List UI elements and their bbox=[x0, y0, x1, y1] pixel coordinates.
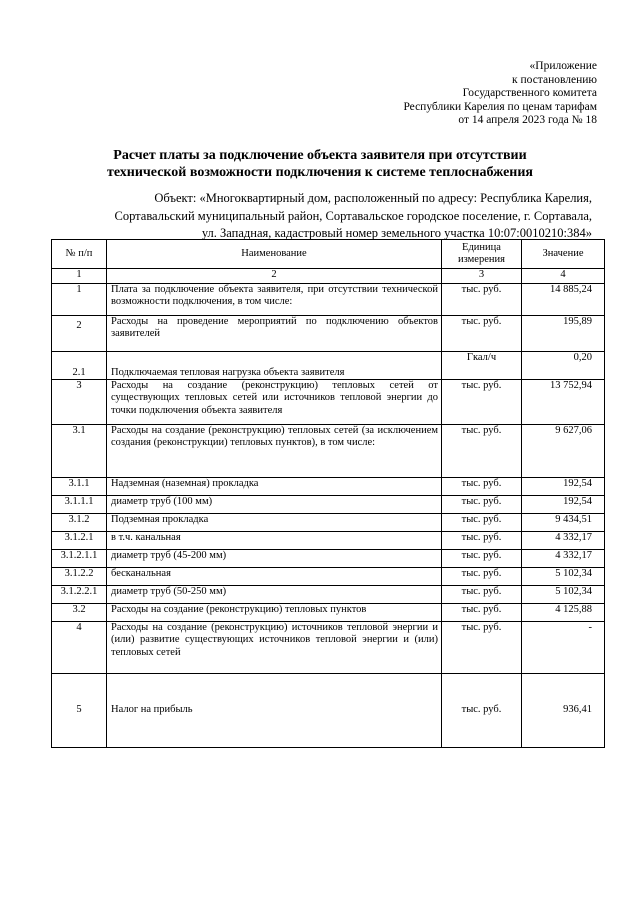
header-name: Наименование bbox=[107, 240, 442, 269]
header-unit: Единица измерения bbox=[442, 240, 522, 269]
row-unit: тыс. руб. bbox=[442, 622, 522, 674]
row-value: 936,41 bbox=[522, 674, 605, 748]
appendix-line: Государственного комитета bbox=[462, 87, 597, 100]
row-num: 5 bbox=[52, 674, 107, 748]
row-value: 4 125,88 bbox=[522, 604, 605, 622]
row-num: 3 bbox=[52, 380, 107, 425]
row-num: 3.1.2 bbox=[52, 514, 107, 532]
appendix-block bbox=[337, 60, 597, 128]
index-row bbox=[52, 269, 605, 284]
header-value: Значение bbox=[522, 240, 605, 269]
row-unit: тыс. руб. bbox=[442, 604, 522, 622]
row-num: 3.1.2.1.1 bbox=[52, 550, 107, 568]
row-unit: тыс. руб. bbox=[442, 674, 522, 748]
row-unit: тыс. руб. bbox=[442, 568, 522, 586]
table-row bbox=[52, 550, 605, 568]
appendix-line: к постановлению bbox=[512, 73, 597, 86]
row-unit: тыс. руб. bbox=[442, 284, 522, 316]
row-num: 3.1.1 bbox=[52, 478, 107, 496]
row-num: 1 bbox=[52, 284, 107, 316]
row-value: 14 885,24 bbox=[522, 284, 605, 316]
row-unit: тыс. руб. bbox=[442, 478, 522, 496]
row-num: 2 bbox=[52, 316, 107, 352]
object-line-1: Объект: «Многоквартирный дом, расположенный по адресу: Республика Карелия, bbox=[154, 191, 592, 205]
row-value: - bbox=[522, 622, 605, 674]
row-name: в т.ч. канальная bbox=[107, 532, 442, 550]
row-value: 5 102,34 bbox=[522, 586, 605, 604]
row-unit: тыс. руб. bbox=[442, 586, 522, 604]
object-description bbox=[62, 190, 592, 243]
row-value: 9 434,51 bbox=[522, 514, 605, 532]
row-unit: тыс. руб. bbox=[442, 532, 522, 550]
row-value: 192,54 bbox=[522, 478, 605, 496]
row-value: 13 752,94 bbox=[522, 380, 605, 425]
row-name: Расходы на создание (реконструкцию) тепловых пунктов bbox=[107, 604, 442, 622]
row-unit: тыс. руб. bbox=[442, 316, 522, 352]
row-name: Надземная (наземная) прокладка bbox=[107, 478, 442, 496]
row-name: диаметр труб (100 мм) bbox=[107, 496, 442, 514]
index-cell: 4 bbox=[522, 269, 605, 284]
table-row bbox=[52, 380, 605, 425]
table-row bbox=[52, 568, 605, 586]
row-name: Расходы на создание (реконструкцию) тепловых сетей (за исключением создания (реконструкции) тепловых пунктов), в том числе: bbox=[107, 425, 442, 478]
table-row bbox=[52, 586, 605, 604]
table-row bbox=[52, 425, 605, 478]
header-num: № п/п bbox=[52, 240, 107, 269]
row-num: 3.1.2.2 bbox=[52, 568, 107, 586]
row-value: 4 332,17 bbox=[522, 550, 605, 568]
row-name: Расходы на проведение мероприятий по подключению объектов заявителей bbox=[107, 316, 442, 352]
row-name: Подземная прокладка bbox=[107, 514, 442, 532]
table-header-row bbox=[52, 240, 605, 269]
row-num: 3.1.2.1 bbox=[52, 532, 107, 550]
row-num: 3.1.2.2.1 bbox=[52, 586, 107, 604]
row-unit: тыс. руб. bbox=[442, 496, 522, 514]
row-name: бесканальная bbox=[107, 568, 442, 586]
row-num: 3.1 bbox=[52, 425, 107, 478]
row-unit: тыс. руб. bbox=[442, 425, 522, 478]
row-value: 5 102,34 bbox=[522, 568, 605, 586]
object-line-2: Сортавальский муниципальный район, Сортавальское городское поселение, г. Сортавала, bbox=[114, 208, 592, 223]
calculation-table bbox=[51, 239, 605, 748]
table-row bbox=[52, 604, 605, 622]
row-value: 0,20 bbox=[522, 352, 605, 380]
row-num: 3.2 bbox=[52, 604, 107, 622]
row-name: Расходы на создание (реконструкцию) источников тепловой энергии и (или) развитие существующих источников тепловой энергии и (или) тепловых сетей bbox=[107, 622, 442, 674]
index-cell: 2 bbox=[107, 269, 442, 284]
row-unit: тыс. руб. bbox=[442, 380, 522, 425]
row-unit: тыс. руб. bbox=[442, 514, 522, 532]
index-cell: 3 bbox=[442, 269, 522, 284]
title-line-1: Расчет платы за подключение объекта заявителя при отсутствии bbox=[113, 148, 527, 163]
row-num: 3.1.1.1 bbox=[52, 496, 107, 514]
row-name: Налог на прибыль bbox=[107, 674, 442, 748]
row-name: Подключаемая тепловая нагрузка объекта заявителя bbox=[107, 352, 442, 380]
document-title bbox=[60, 147, 580, 181]
row-unit: Гкал/ч bbox=[442, 352, 522, 380]
table-row bbox=[52, 674, 605, 748]
row-name: Расходы на создание (реконструкцию) тепловых сетей от существующих тепловых сетей или источников тепловой энергии до точки подключения объекта заявителя bbox=[107, 380, 442, 425]
row-num: 2.1 bbox=[52, 352, 107, 380]
row-value: 195,89 bbox=[522, 316, 605, 352]
row-value: 4 332,17 bbox=[522, 532, 605, 550]
appendix-line: «Приложение bbox=[529, 60, 597, 72]
index-cell: 1 bbox=[52, 269, 107, 284]
row-value: 9 627,06 bbox=[522, 425, 605, 478]
table-row bbox=[52, 478, 605, 496]
table-row bbox=[52, 532, 605, 550]
row-name: Плата за подключение объекта заявителя, при отсутствии технической возможности подключения, в том числе: bbox=[107, 284, 442, 316]
row-name: диаметр труб (45-200 мм) bbox=[107, 550, 442, 568]
row-num: 4 bbox=[52, 622, 107, 674]
table-row bbox=[52, 496, 605, 514]
table-row bbox=[52, 284, 605, 316]
row-name: диаметр труб (50-250 мм) bbox=[107, 586, 442, 604]
appendix-line: Республики Карелия по ценам тарифам bbox=[403, 100, 597, 113]
row-value: 192,54 bbox=[522, 496, 605, 514]
row-unit: тыс. руб. bbox=[442, 550, 522, 568]
object-line-3: ул. Западная, кадастровый номер земельного участка 10:07:0010210:384» bbox=[201, 226, 592, 240]
table-row bbox=[52, 316, 605, 352]
appendix-line: от 14 апреля 2023 года № 18 bbox=[458, 114, 597, 127]
table-row bbox=[52, 622, 605, 674]
title-line-2: технической возможности подключения к системе теплоснабжения bbox=[106, 165, 534, 180]
table-row bbox=[52, 514, 605, 532]
table-row bbox=[52, 352, 605, 380]
